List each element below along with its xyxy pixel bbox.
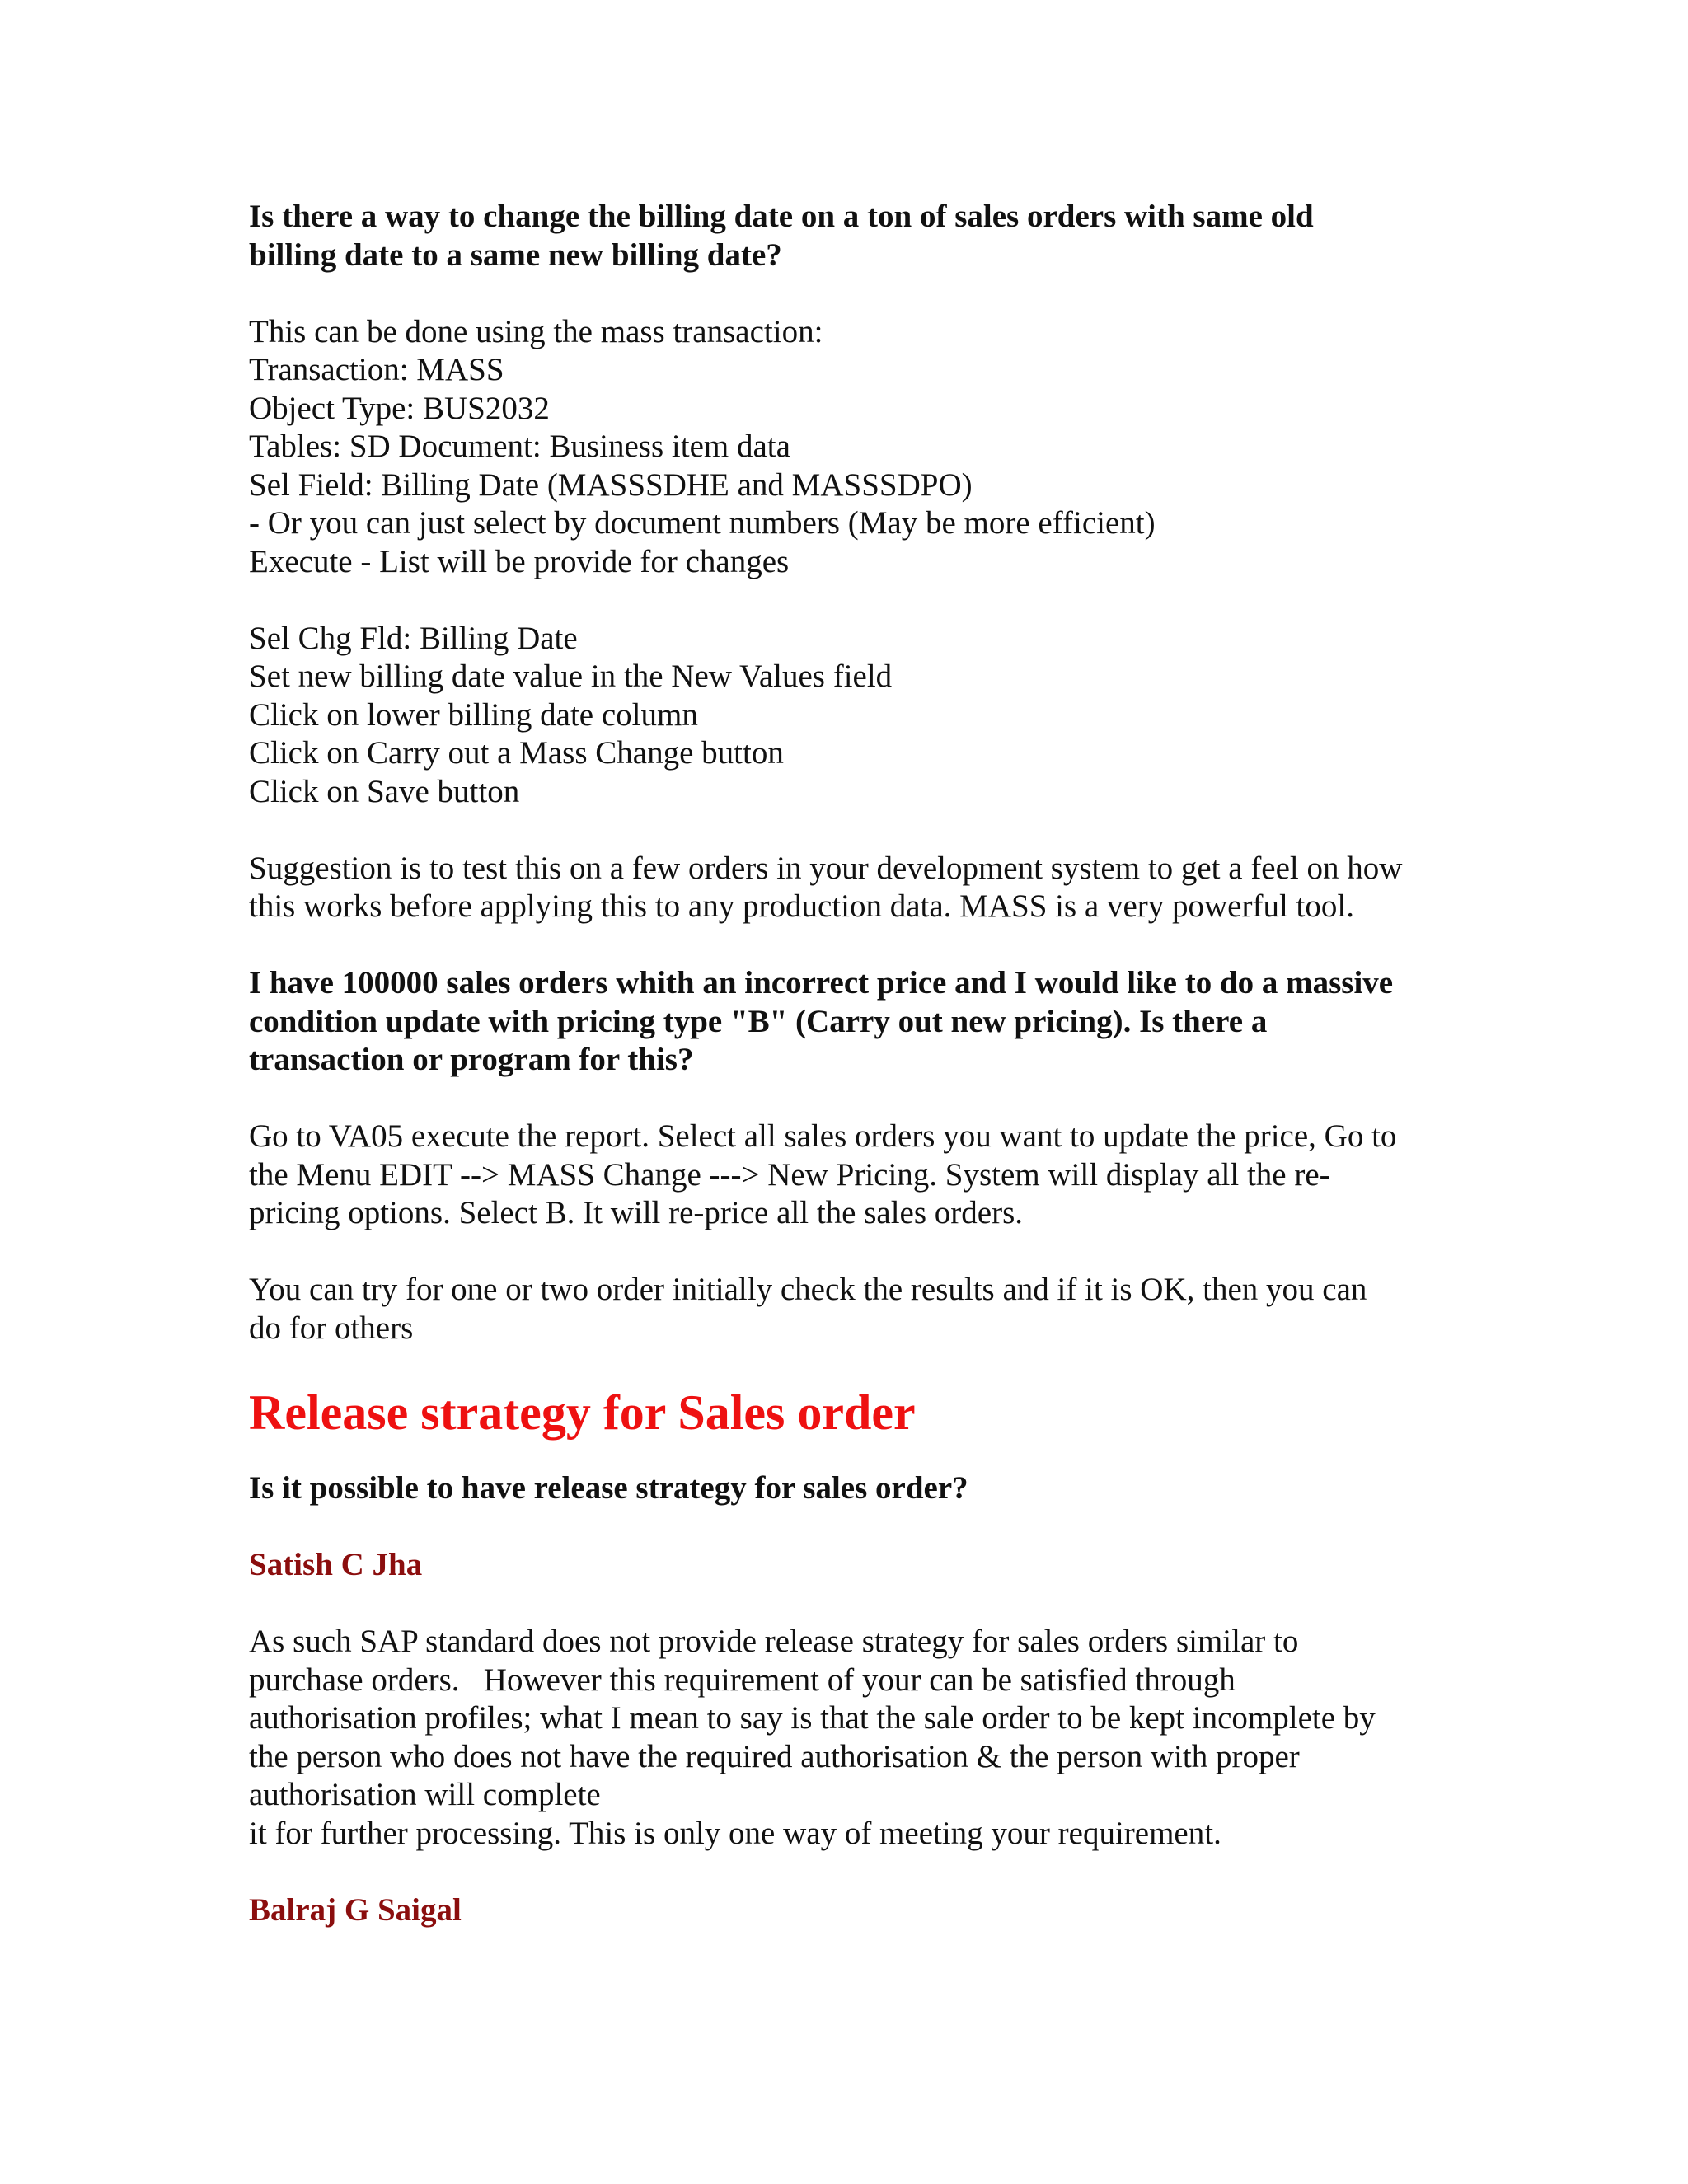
- change-steps: [249, 620, 1452, 812]
- text-line: Sel Chg Fld: Billing Date: [249, 620, 578, 656]
- section-question: Is it possible to have release strategy for sales order?: [249, 1470, 968, 1506]
- text-line: the Menu EDIT --> MASS Change ---> New Pricing. System will display all the re-: [249, 1156, 1330, 1193]
- section-heading: Release strategy for Sales order: [249, 1385, 916, 1440]
- text-line: Click on Save button: [249, 773, 520, 809]
- text-line: - Or you can just select by document numbers (May be more efficient): [249, 505, 1156, 541]
- text-line: Execute - List will be provide for changes: [249, 543, 790, 579]
- text-line: Set new billing date value in the New Values field: [249, 658, 893, 694]
- text-line: authorisation will complete: [249, 1777, 601, 1812]
- text-line: Transaction: MASS: [249, 352, 504, 387]
- question-line: I have 100000 sales orders whith an incorrect price and I would like to do a massive: [249, 965, 1394, 1001]
- author-name: Balraj G Saigal: [249, 1891, 462, 1928]
- text-line: Sel Field: Billing Date (MASSSDHE and MASSSDPO): [249, 466, 973, 503]
- answer-va05: [249, 1118, 1452, 1233]
- text-line: Tables: SD Document: Business item data: [249, 429, 790, 464]
- text-line: the person who does not have the required authorisation & the person with proper: [249, 1738, 1300, 1774]
- text-line: You can try for one or two order initially check the results and if it is OK, then you can: [249, 1272, 1367, 1307]
- text-line: it for further processing. This is only one way of meeting your requirement.: [249, 1815, 1221, 1851]
- answer-mass-steps: [249, 313, 1452, 582]
- author-name: Satish C Jha: [249, 1547, 423, 1582]
- text-line: This can be done using the mass transaction:: [249, 313, 823, 349]
- text-line: Object Type: BUS2032: [249, 390, 550, 426]
- text-line: Suggestion is to test this on a few orders in your development system to get a feel on how: [249, 850, 1403, 886]
- question-line: transaction or program for this?: [249, 1042, 694, 1077]
- question-line: condition update with pricing type "B" (Carry out new pricing). Is there a: [249, 1003, 1268, 1039]
- text-line: Click on lower billing date column: [249, 696, 698, 733]
- answer-release-strategy: [249, 1623, 1452, 1853]
- text-line: Go to VA05 execute the report. Select all sales orders you want to update the price, Go to: [249, 1118, 1397, 1154]
- text-line: Click on Carry out a Mass Change button: [249, 735, 784, 771]
- text-line: do for others: [249, 1310, 414, 1346]
- document-page: [249, 198, 1452, 1929]
- question-line: billing date to a same new billing date?: [249, 237, 782, 273]
- suggestion-paragraph: [249, 850, 1452, 926]
- text-line: As such SAP standard does not provide release strategy for sales orders similar to: [249, 1624, 1299, 1659]
- tip-paragraph: [249, 1271, 1452, 1347]
- text-line: purchase orders. However this requirement of your can be satisfied through: [249, 1661, 1236, 1698]
- question-pricing: [249, 964, 1452, 1080]
- text-line: authorisation profiles; what I mean to say is that the sale order to be kept incomplete by: [249, 1700, 1376, 1736]
- question-billing-date: [249, 198, 1452, 274]
- text-line: this works before applying this to any production data. MASS is a very powerful tool.: [249, 888, 1354, 924]
- question-line: Is there a way to change the billing date on a ton of sales orders with same old: [249, 199, 1314, 234]
- text-line: pricing options. Select B. It will re-price all the sales orders.: [249, 1195, 1023, 1230]
